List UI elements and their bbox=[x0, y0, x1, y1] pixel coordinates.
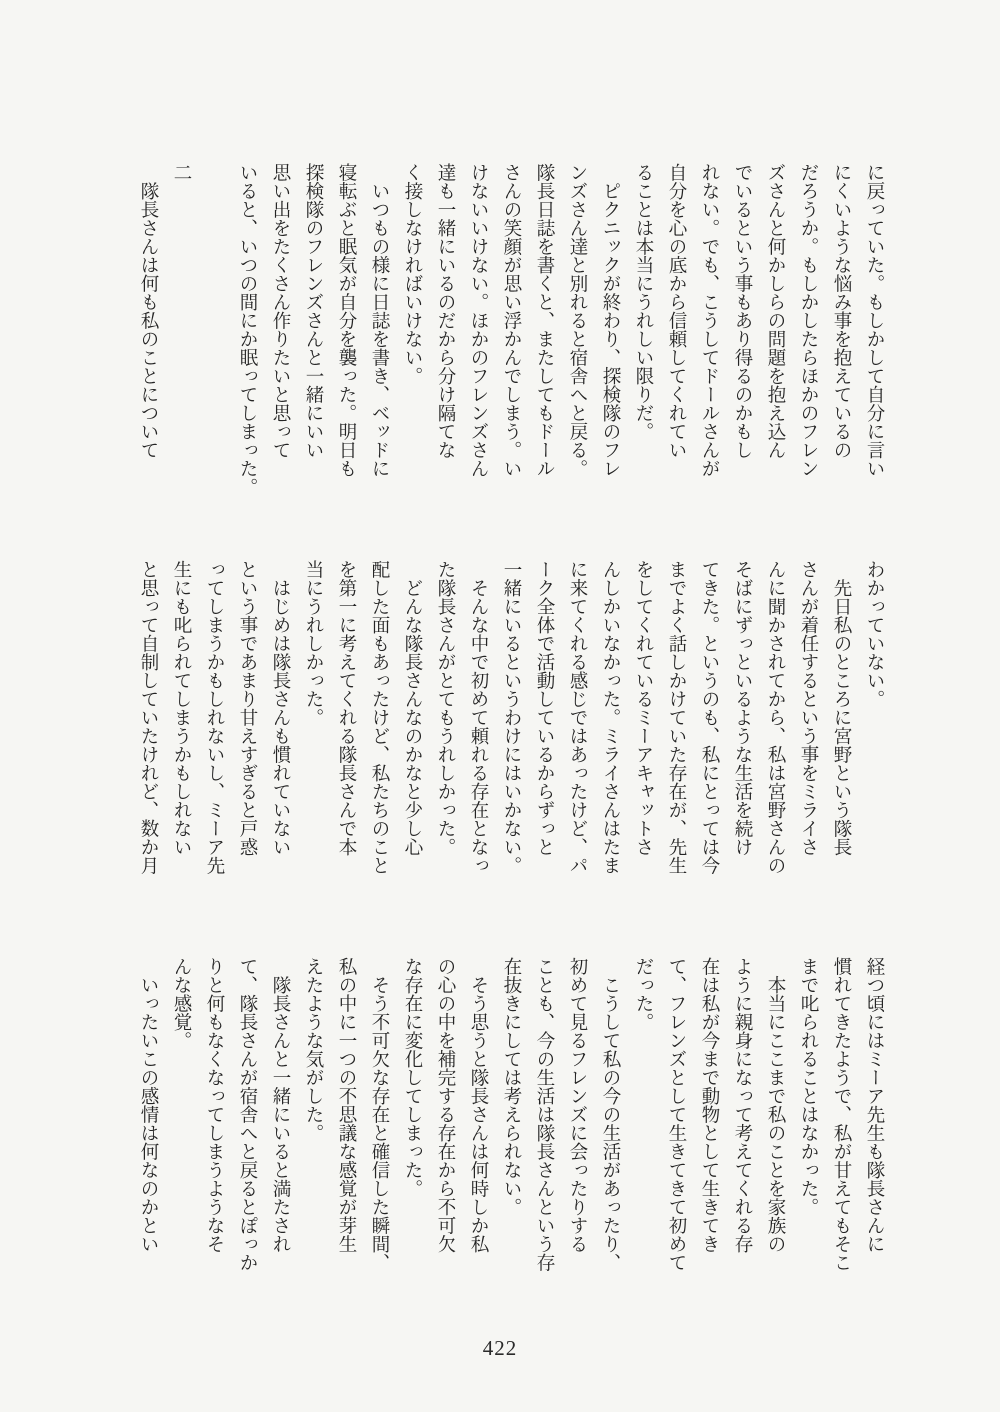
text-line: 初めて見るフレンズに会ったりする bbox=[567, 957, 587, 1253]
blank-line bbox=[197, 163, 230, 501]
text-line: 本当にここまで私のことを家族の bbox=[765, 957, 785, 1253]
text-line: そんな中で初めて頼れる存在となっ bbox=[468, 560, 488, 875]
text-line: 隊長さんは何も私のことについて bbox=[138, 163, 158, 459]
section-heading: 二 bbox=[171, 163, 191, 182]
text-band-middle bbox=[131, 560, 890, 898]
text-line: だった。 bbox=[633, 957, 653, 1031]
text-line: にくいような悩み事を抱えているの bbox=[831, 163, 851, 459]
text-line: 達も一緒にいるのだから分け隔てな bbox=[435, 163, 455, 459]
text-line: 先日私のところに宮野という隊長 bbox=[831, 560, 851, 856]
text-line: という事であまり甘えすぎると戸惑 bbox=[237, 560, 257, 856]
text-line: を第一に考えてくれる隊長さんで本 bbox=[336, 560, 356, 856]
text-line: 隊長日誌を書くと、またしてもドール bbox=[534, 163, 554, 478]
text-line: 在抜きにしては考えられない。 bbox=[501, 957, 521, 1216]
text-line: だろうか。もしかしたらほかのフレン bbox=[798, 163, 818, 478]
text-line: 私の中に一つの不思議な感覚が芽生 bbox=[336, 957, 356, 1253]
text-line: て、隊長さんが宿舎へと戻るとぽっか bbox=[237, 957, 257, 1272]
text-line: けないいけない。ほかのフレンズさん bbox=[468, 163, 488, 478]
text-line: えたような気がした。 bbox=[303, 957, 323, 1142]
text-line: そう思うと隊長さんは何時しか私 bbox=[468, 957, 488, 1253]
text-line: さんが着任するという事をミライさ bbox=[798, 560, 818, 856]
text-line: んに聞かされてから、私は宮野さんの bbox=[765, 560, 785, 875]
text-band-top bbox=[131, 163, 890, 501]
text-line: いったいこの感情は何なのかとい bbox=[138, 957, 158, 1253]
text-line: ることは本当にうれしい限りだ。 bbox=[633, 163, 653, 441]
text-line: わかっていない。 bbox=[864, 560, 884, 708]
text-line: をしてくれているミーアキャットさ bbox=[633, 560, 653, 856]
text-line: 経つ頃にはミーア先生も隊長さんに bbox=[864, 957, 884, 1253]
text-line: 自分を心の底から信頼してくれてい bbox=[666, 163, 686, 459]
text-line: れない。でも、こうしてドールさんが bbox=[699, 163, 719, 478]
text-line: さんの笑顔が思い浮かんでしまう。い bbox=[501, 163, 521, 478]
text-line: りと何もなくなってしまうようなそ bbox=[204, 957, 224, 1253]
text-line: んな感覚。 bbox=[171, 957, 191, 1050]
text-band-bottom bbox=[131, 957, 890, 1295]
text-line: 慣れてきたようで、私が甘えてもそこ bbox=[831, 957, 851, 1272]
text-line: ーク全体で活動しているからずっと bbox=[534, 560, 554, 856]
text-line: 配した面もあったけど、私たちのこと bbox=[369, 560, 389, 875]
text-line: そばにずっといるような生活を続け bbox=[732, 560, 752, 856]
text-line: く接しなければいけない。 bbox=[402, 163, 422, 385]
text-line: はじめは隊長さんも慣れていない bbox=[270, 560, 290, 856]
text-line: 思い出をたくさん作りたいと思って bbox=[270, 163, 290, 459]
text-line: ズさんと何かしらの問題を抱え込ん bbox=[765, 163, 785, 459]
text-line: た隊長さんがとてもうれしかった。 bbox=[435, 560, 455, 856]
text-line: んしかいなかった。ミライさんはたま bbox=[600, 560, 620, 875]
text-line: 生にも叱られてしまうかもしれない bbox=[171, 560, 191, 856]
text-line: てきた。というのも、私にとっては今 bbox=[699, 560, 719, 875]
text-line: 一緒にいるというわけにはいかない。 bbox=[501, 560, 521, 875]
text-line: て、フレンズとして生きてきて初めて bbox=[666, 957, 686, 1272]
text-line: に戻っていた。もしかして自分に言い bbox=[864, 163, 884, 478]
text-line: 当にうれしかった。 bbox=[303, 560, 323, 727]
text-line: ピクニックが終わり、探検隊のフレ bbox=[600, 163, 620, 478]
text-line: ンズさん達と別れると宿舎へと戻る。 bbox=[567, 163, 587, 478]
text-line: までよく話しかけていた存在が、先生 bbox=[666, 560, 686, 875]
text-line: いると、いつの間にか眠ってしまった。 bbox=[237, 163, 257, 496]
text-line: 寝転ぶと眠気が自分を襲った。明日も bbox=[336, 163, 356, 478]
text-line: でいるという事もあり得るのかもし bbox=[732, 163, 752, 459]
text-line: そう不可欠な存在と確信した瞬間、 bbox=[369, 957, 389, 1272]
text-line: 在は私が今まで動物として生きてき bbox=[699, 957, 719, 1253]
text-line: に来てくれる感じではあったけど、パ bbox=[567, 560, 587, 875]
text-line: ことも、今の生活は隊長さんという存 bbox=[534, 957, 554, 1272]
text-line: いつもの様に日誌を書き、ベッドに bbox=[369, 163, 389, 478]
text-line: と思って自制していたけれど、数か月 bbox=[138, 560, 158, 875]
text-line: こうして私の今の生活があったり、 bbox=[600, 957, 620, 1272]
page-number: 422 bbox=[482, 1336, 518, 1360]
text-line: ように親身になって考えてくれる存 bbox=[732, 957, 752, 1253]
text-line: ってしまうかもしれないし、ミーア先 bbox=[204, 560, 224, 875]
text-line: な存在に変化してしまった。 bbox=[402, 957, 422, 1198]
text-line: 隊長さんと一緒にいると満たされ bbox=[270, 957, 290, 1253]
text-line: どんな隊長さんなのかなと少し心 bbox=[402, 560, 422, 856]
text-line: まで叱られることはなかった。 bbox=[798, 957, 818, 1216]
text-line: の心の中を補完する存在から不可欠 bbox=[435, 957, 455, 1253]
text-line: 探検隊のフレンズさんと一緒にいい bbox=[303, 163, 323, 459]
